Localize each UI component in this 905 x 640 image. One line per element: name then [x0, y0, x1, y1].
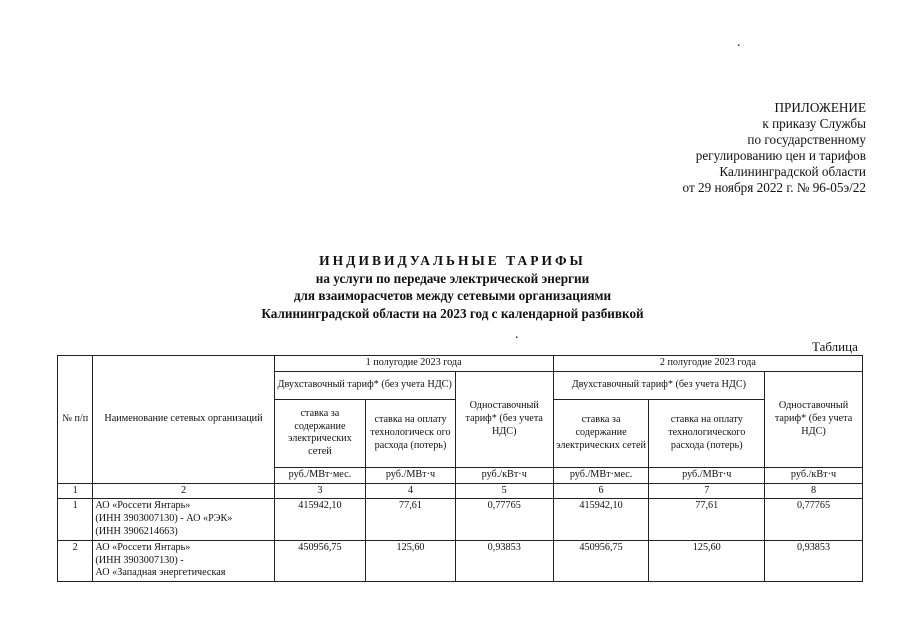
header-name: Наименование сетевых организаций	[93, 356, 274, 484]
row-value: 77,61	[649, 499, 765, 540]
org-name-line: АО «Россети Янтарь»	[95, 500, 191, 512]
column-number: 6	[553, 483, 649, 499]
org-name-line: (ИНН 3906214663)	[95, 525, 178, 537]
header-two-part-h1: Двухставочный тариф* (без учета НДС)	[274, 371, 455, 399]
header-no: № п/п	[58, 356, 93, 484]
row-value: 450956,75	[274, 540, 366, 581]
header-rate-loss-h2: ставка на оплату технологического расхода (потерь)	[649, 399, 765, 467]
appendix-line: от 29 ноября 2022 г. № 96-05э/22	[682, 180, 866, 195]
unit-cell: руб./МВт·ч	[649, 467, 765, 483]
row-org-name	[93, 540, 274, 581]
row-value: 0,77765	[455, 499, 553, 540]
row-value: 415942,10	[274, 499, 366, 540]
column-number: 7	[649, 483, 765, 499]
appendix-line: регулированию цен и тарифов	[695, 148, 866, 163]
column-number: 4	[366, 483, 456, 499]
row-value: 125,60	[649, 540, 765, 581]
tariffs-table	[57, 355, 863, 582]
row-value: 415942,10	[553, 499, 649, 540]
table-label: Таблица	[812, 339, 858, 354]
row-value: 0,77765	[765, 499, 863, 540]
unit-cell: руб./кВт·ч	[455, 467, 553, 483]
header-rate-loss-h1: ставка на оплату технологическ ого расхода (потерь)	[366, 399, 456, 467]
row-no: 1	[58, 499, 93, 540]
row-value: 450956,75	[553, 540, 649, 581]
row-value: 0,93853	[455, 540, 553, 581]
org-name-line: АО «Россети Янтарь»	[95, 541, 191, 553]
appendix-line: Калининградской области	[719, 164, 866, 179]
table-row	[58, 540, 863, 581]
header-one-part-h1: Одноставочный тариф* (без учета НДС)	[455, 371, 553, 467]
table-row	[58, 499, 863, 540]
appendix-line: ПРИЛОЖЕНИЕ	[774, 100, 866, 115]
column-number: 2	[93, 483, 274, 499]
appendix-line: по государственному	[747, 132, 866, 147]
unit-cell: руб./кВт·ч	[765, 467, 863, 483]
org-name-line: (ИНН 3903007130) - АО «РЭК»	[95, 513, 233, 525]
org-name-line: (ИНН 3903007130) -	[95, 554, 184, 566]
row-no: 2	[58, 540, 93, 581]
unit-cell: руб./МВт·мес.	[553, 467, 649, 483]
appendix-header	[626, 100, 866, 196]
title-main: ИНДИВИДУАЛЬНЫЕ ТАРИФЫ	[319, 253, 586, 268]
column-number: 3	[274, 483, 366, 499]
column-number: 5	[455, 483, 553, 499]
scan-speck: .	[737, 35, 741, 50]
appendix-line: к приказу Службы	[762, 116, 866, 131]
unit-cell: руб./МВт·мес.	[274, 467, 366, 483]
header-half1: 1 полугодие 2023 года	[274, 356, 553, 372]
unit-cell: руб./МВт·ч	[366, 467, 456, 483]
header-half2: 2 полугодие 2023 года	[553, 356, 862, 372]
header-two-part-h2: Двухставочный тариф* (без учета НДС)	[553, 371, 764, 399]
column-number-row	[58, 483, 863, 499]
document-title	[0, 252, 905, 322]
header-rate-maint-h2: ставка за содержание электрических сетей	[553, 399, 649, 467]
row-value: 0,93853	[765, 540, 863, 581]
title-line: на услуги по передаче электрической энергии	[315, 270, 590, 286]
row-value: 77,61	[366, 499, 456, 540]
header-rate-maint-h1: ставка за содержание электрических сетей	[274, 399, 366, 467]
header-one-part-h2: Одноставочный тариф* (без учета НДС)	[765, 371, 863, 467]
column-number: 1	[58, 483, 93, 499]
title-line: Калининградской области на 2023 год с календарной разбивкой	[261, 305, 644, 321]
column-number: 8	[765, 483, 863, 499]
row-value: 125,60	[366, 540, 456, 581]
row-org-name	[93, 499, 274, 540]
scan-speck: .	[515, 327, 519, 342]
title-line: для взаиморасчетов между сетевыми организациями	[293, 288, 612, 303]
org-name-line: АО «Западная энергетическая	[95, 567, 226, 579]
